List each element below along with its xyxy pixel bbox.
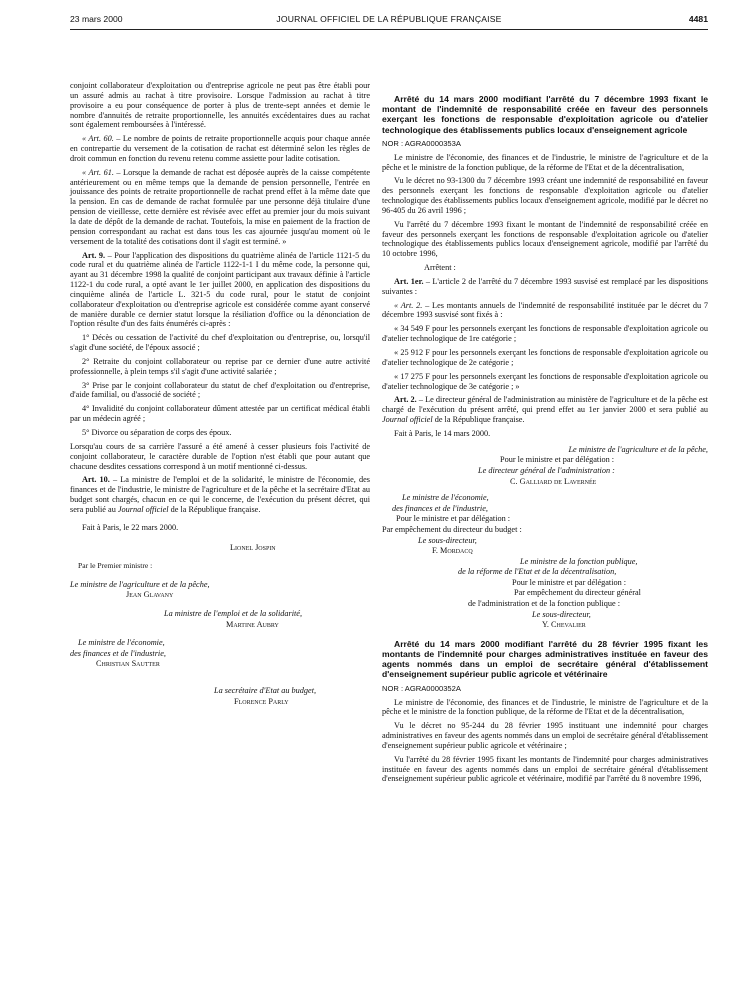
- minister-title: Le ministre de l'économie,: [78, 638, 165, 648]
- signatory-title: Le directeur général de l'administration :: [478, 465, 615, 475]
- article-text: – Lorsque la demande de rachat est déposée auprès de la caisse compétente antérieurement ou en même temps que la demande de pension personnelle, l'entrée en jouissance des points de retraite proportionnelle de rachat prend effet à la même date que la pension. En cas de demande de rachat formulée par une personne déjà titulaire d'une pension de vieillesse, cette dernière est révisée avec effet au premier jour du mois suivant la date de dépôt de la demande de rachat. Toutefois, la mise en paiement de la fraction de pension correspondant au rachat est dans tous les cas ajournée jusqu'au moment où le versement de la totalité des cotisations dont il s'agit est terminé. »: [70, 167, 370, 246]
- paragraph: Lorsqu'au cours de sa carrière l'assuré a été amené à cesser plusieurs fois l'activité de conjoint collaborateur, le caractère durable de l'option n'est établi que pour autant que chacune desdites cessations correspond à un motif mentionné ci-dessus.: [70, 441, 370, 471]
- signature-premier-ministre: Lionel Jospin: [230, 542, 276, 552]
- article-text: – Les montants annuels de l'indemnité de responsabilité instituée par le décret du 7 décembre 1993 susvisé sont fixés à :: [382, 300, 708, 320]
- article-text-end: de la République française.: [432, 415, 525, 425]
- fait-a-paris: Fait à Paris, le 22 mars 2000.: [82, 522, 179, 532]
- paragraph: Vu l'arrêté du 28 février 1995 fixant les montants de l'indemnité pour charges administratives instituée en faveur des agents nommés dans un emploi de secrétaire général d'établissement d'enseignement supérieur public agricole et vétérinaire, modifié par l'arrêté du 8 novembre 1996,: [382, 754, 708, 784]
- article-text: – L'article 2 de l'arrêté du 7 décembre 1993 susvisé est remplacé par les dispositions suivantes :: [382, 276, 708, 296]
- header-rule: [70, 29, 708, 30]
- paragraph: Le ministre de l'économie, des finances et de l'industrie, le ministre de l'agriculture et de la pêche et le ministre de la fonction publique, de la réforme de l'Etat et de la décentralisation,: [382, 152, 708, 172]
- article-label: « Art. 60.: [82, 134, 114, 144]
- fait-a-paris: Fait à Paris, le 14 mars 2000.: [394, 428, 491, 438]
- signatory-title: Le ministre de l'agriculture et de la pêche,: [568, 444, 708, 454]
- article-text: – Le nombre de points de retraite proportionnelle acquis pour chaque année en contrepartie du versement de la cotisation de rachat est déterminé selon les règles de droit commun en fonction du revenu retenu comme assiette pour ladite cotisation.: [70, 134, 370, 163]
- par-premier-ministre: Par le Premier ministre :: [78, 561, 153, 571]
- signatory-name: Y. Chevalier: [542, 620, 586, 630]
- signatory-title: de la réforme de l'Etat et de la décentralisation,: [458, 567, 617, 577]
- minister-title: Le ministre de l'agriculture et de la pêche,: [70, 579, 210, 589]
- minister-title: La ministre de l'emploi et de la solidarité,: [164, 608, 303, 618]
- article-10: [70, 475, 370, 514]
- paragraph: Vu le décret no 95-244 du 28 février 1995 instituant une indemnité pour charges administratives en faveur des agents nommés dans un emploi de secrétaire général d'établissement d'enseignement supérieur public agricole et vétérinaire ;: [382, 721, 708, 750]
- article-60: [70, 134, 370, 164]
- signatory-title: Le sous-directeur,: [532, 609, 591, 619]
- signatory-line: de l'administration et de la fonction publique :: [468, 599, 621, 609]
- list-item: 4° Invalidité du conjoint collaborateur dûment attestée par un certificat médical établi par un médecin agréé ;: [70, 404, 370, 424]
- arrete-title: Arrêté du 14 mars 2000 modifiant l'arrêté du 28 février 1995 fixant les montants de l'indemnité pour charges administratives instituée en faveur des agents nommés dans un emploi de secrétaire général d'établissement d'enseignement supérieur public agricole et vétérinaire: [382, 638, 708, 680]
- signature-block: [382, 445, 708, 631]
- minister-name: Christian Sautter: [96, 659, 160, 669]
- article-label: Art. 1er.: [394, 276, 424, 286]
- article-text-end: de la République française.: [168, 504, 261, 514]
- article-label: « Art. 2.: [394, 300, 423, 310]
- minister-name: Martine Aubry: [226, 619, 279, 629]
- list-item: « 17 275 F pour les personnels exerçant les fonctions de responsable d'exploitation agricole ou d'atelier technologique de 3e catégorie ; »: [382, 371, 708, 391]
- journal-officiel-ref: Journal officiel: [382, 415, 433, 425]
- signatory-title: Le sous-directeur,: [418, 535, 477, 545]
- list-item: « 25 912 F pour les personnels exerçant les fonctions de responsable d'exploitation agricole ou d'atelier technologique de 2e catégorie ;: [382, 348, 708, 367]
- header-page-number: 4481: [688, 14, 708, 24]
- article-label: « Art. 61.: [82, 167, 114, 177]
- signatory-name: F. Mordacq: [432, 546, 473, 556]
- article-text: – La ministre de l'emploi et de la solidarité, le ministre de l'économie, des finances et de l'industrie, le ministre de l'agriculture et de la pêche et la secrétaire d'Etat au budget sont chargés, chacun en ce qui le concerne, de l'exécution du présent décret, qui sera publié au: [70, 475, 370, 514]
- arrete-title: Arrêté du 14 mars 2000 modifiant l'arrêté du 7 décembre 1993 fixant le montant de l'indemnité de responsabilité créée en faveur des personnels exerçant les fonctions de responsable d'exploitation agricole ou d'atelier technologique des établissements publics locaux d'enseignement agricole: [382, 94, 708, 135]
- article-label: Art. 10.: [82, 475, 110, 485]
- minister-name: Florence Parly: [234, 696, 289, 706]
- list-item: 3° Prise par le conjoint collaborateur du statut de chef d'exploitation ou d'entreprise, d'aide familial, ou d'associé de société ;: [70, 380, 370, 400]
- paragraph: Vu l'arrêté du 7 décembre 1993 fixant le montant de l'indemnité de responsabilité créée en faveur des personnels exerçant les fonctions de responsable d'exploitation agricole ou d'atelier technologique des établissements publics locaux d'enseignement agricole, modifié par l'arrêté du 10 octobre 1996,: [382, 219, 708, 259]
- article-text: – Le directeur général de l'administration au ministère de l'agriculture et de la pêche est chargé de l'exécution du présent arrêté, qui prend effet au 1er janvier 2000 et sera publié au: [382, 395, 708, 415]
- signatory-line: Par empêchement du directeur du budget :: [382, 524, 522, 534]
- journal-officiel-ref: Journal officiel: [117, 504, 169, 514]
- article-2: [382, 395, 708, 425]
- minister-name: Jean Glavany: [126, 590, 174, 600]
- article-label: Art. 9.: [82, 250, 106, 260]
- right-column: [382, 94, 708, 788]
- signatory-title: des finances et de l'industrie,: [392, 503, 488, 513]
- nor-reference: NOR : AGRA0000352A: [382, 683, 461, 693]
- list-item: 5° Divorce ou séparation de corps des époux.: [82, 428, 232, 437]
- paragraph: conjoint collaborateur d'exploitation ou d'entreprise agricole ne peut pas être établi pour un assuré admis au rachat à titre provisoire. Lorsque l'admission au rachat à titre provisoire a eu pour conséquence de porter à plus de trente-sept années et demie le nombre d'annuités de retraite proportionnelle, les annuités excédentaires dues au rachat sont également remboursées à l'intéressé.: [70, 81, 370, 130]
- article-2-quoted: [382, 301, 708, 321]
- paragraph: Vu le décret no 93-1300 du 7 décembre 1993 créant une indemnité de responsabilité en faveur des personnels exerçant les fonctions de responsable d'exploitation agricole ou d'atelier technologique des établissements publics locaux d'enseignement agricole, modifié par le décret no 96-405 du 26 avril 1996 ;: [382, 176, 708, 215]
- header-journal-title: JOURNAL OFFICIEL DE LA RÉPUBLIQUE FRANÇAISE: [276, 14, 502, 24]
- article-text: – Pour l'application des dispositions du quatrième alinéa de l'article 1121-5 du code rural et du quatrième alinéa de l'article 1122-1-1 I du même code, la personne qui, ayant au 31 décembre 1998 la qualité de conjoint participant aux travaux définie à l'article 1122-1 du code rural, a opté avant le 1er juillet 2000, en application des dispositions du cinquième alinéa de l'article L. 321-5 du code rural, pour le statut de conjoint collaborateur d'exploitation ou d'entreprise agricole est considérée comme ayant conservé de manière durable ce dernier statut lorsque la résiliation d'office ou la dénonciation de l'option résulte d'un des faits énumérés ci-après :: [70, 250, 370, 329]
- signatory-name: C. Galliard de Lavernée: [510, 476, 597, 486]
- minister-title: La secrétaire d'Etat au budget,: [214, 685, 317, 695]
- arretent: Arrêtent :: [424, 263, 456, 273]
- minister-title: des finances et de l'industrie,: [70, 648, 166, 658]
- signature-block: [70, 543, 370, 708]
- signatory-line: Pour le ministre et par délégation :: [396, 514, 511, 524]
- signatory-line: Pour le ministre et par délégation :: [512, 577, 627, 587]
- paragraph: Le ministre de l'économie, des finances et de l'industrie, le ministre de l'agriculture et de la pêche et le ministre de la fonction publique, de la réforme de l'Etat et de la décentralisation,: [382, 697, 708, 717]
- article-9: [70, 251, 370, 330]
- nor-reference: NOR : AGRA0000353A: [382, 138, 461, 148]
- left-column: [70, 81, 370, 713]
- signatory-title: Le ministre de l'économie,: [402, 493, 489, 503]
- page-header: [70, 14, 708, 28]
- article-label: Art. 2.: [394, 395, 417, 405]
- article-1: [382, 277, 708, 297]
- signatory-line: Pour le ministre et par délégation :: [500, 455, 615, 465]
- list-item: 2° Retraite du conjoint collaborateur ou reprise par ce dernier d'une autre activité professionnelle, à plein temps s'il s'agit d'une activité salariée ;: [70, 356, 370, 376]
- header-date: 23 mars 2000: [70, 14, 123, 24]
- article-61: [70, 168, 370, 247]
- signatory-title: Le ministre de la fonction publique,: [520, 556, 638, 566]
- list-item: 1° Décès ou cessation de l'activité du chef d'exploitation ou d'entreprise, ou, lorsqu'il s'agit d'une société, de l'époux associé ;: [70, 333, 370, 353]
- list-item: « 34 549 F pour les personnels exerçant les fonctions de responsable d'exploitation agricole ou d'atelier technologique de 1re catégorie ;: [382, 324, 708, 344]
- signatory-line: Par empêchement du directeur général: [514, 588, 641, 598]
